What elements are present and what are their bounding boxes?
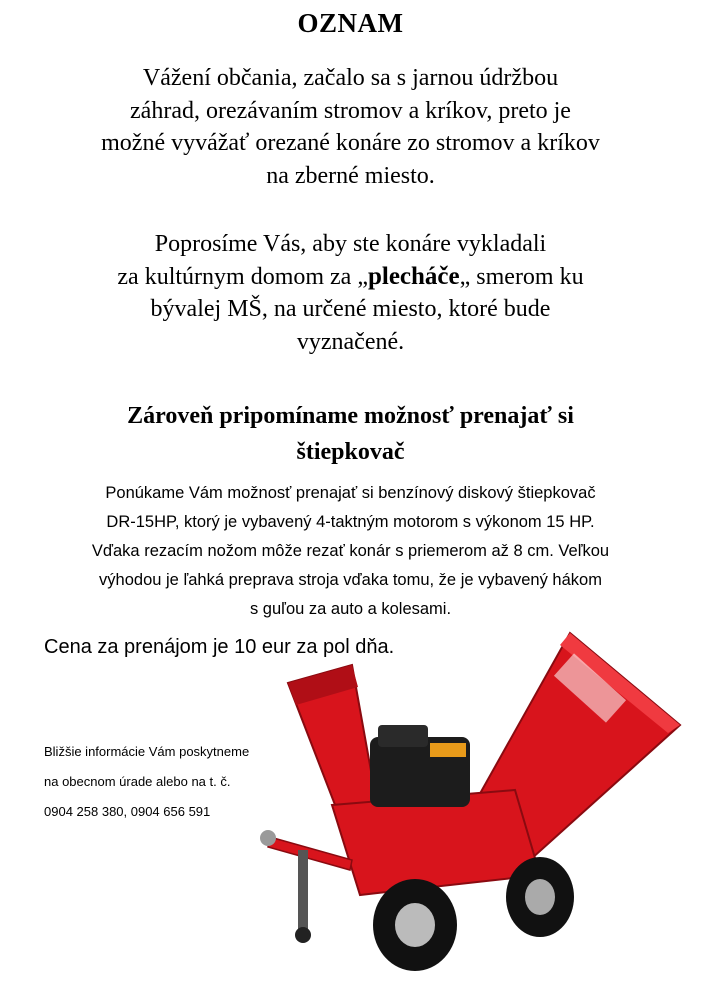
- tow-bar: [268, 837, 352, 870]
- request-text: „ smerom ku: [459, 263, 584, 290]
- intro-paragraph: [30, 62, 671, 192]
- offer-paragraph: [25, 479, 676, 624]
- offer-line: výhodou je ľahká preprava stroja vďaka tomu, že je vybavený hákom: [99, 571, 602, 589]
- rental-heading-line: Zároveň pripomíname možnosť prenajať si: [127, 403, 574, 429]
- price-line: Cena za prenájom je 10 eur za pol dňa.: [44, 636, 395, 658]
- rental-heading-line: štiepkovač: [296, 439, 405, 465]
- intro-line: záhrad, orezávaním stromov a kríkov, preto je: [130, 97, 571, 124]
- request-line: bývalej MŠ, na určené miesto, ktoré bude: [150, 296, 551, 322]
- wood-chipper-image: [240, 625, 695, 975]
- request-line: [30, 261, 671, 294]
- offer-line: DR-15HP, ktorý je vybavený 4-taktným motorom s výkonom 15 HP.: [106, 513, 595, 531]
- intro-line: možné vyvážať orezané konáre zo stromov a kríkov: [101, 130, 600, 156]
- contact-phone: 0904 258 380, 0904 656 591: [44, 804, 211, 819]
- contact-line: Bližšie informácie Vám poskytneme: [44, 744, 250, 759]
- request-line: Poprosíme Vás, aby ste konáre vykladali: [154, 231, 547, 257]
- offer-line: s guľou za auto a kolesami.: [249, 600, 452, 618]
- request-text: za kultúrnym domom za „: [117, 263, 368, 290]
- offer-line: Vďaka rezacím nožom môže rezať konár s priemerom až 8 cm. Veľkou: [91, 542, 610, 560]
- rental-heading: [40, 398, 661, 470]
- intro-line: Vážení občania, začalo sa s jarnou údržbou: [142, 65, 559, 91]
- contact-info: [44, 737, 249, 827]
- contact-line: na obecnom úrade alebo na t. č.: [44, 774, 231, 789]
- tow-ball: [260, 830, 276, 846]
- request-line: vyznačené.: [296, 328, 405, 355]
- intro-line: na zberné miesto.: [266, 162, 435, 189]
- offer-line: Ponúkame Vám možnosť prenajať si benzínový diskový štiepkovač: [105, 484, 596, 502]
- notice-title: OZNAM: [297, 8, 404, 38]
- request-place-name: plecháče: [367, 262, 460, 290]
- request-paragraph: [30, 228, 671, 358]
